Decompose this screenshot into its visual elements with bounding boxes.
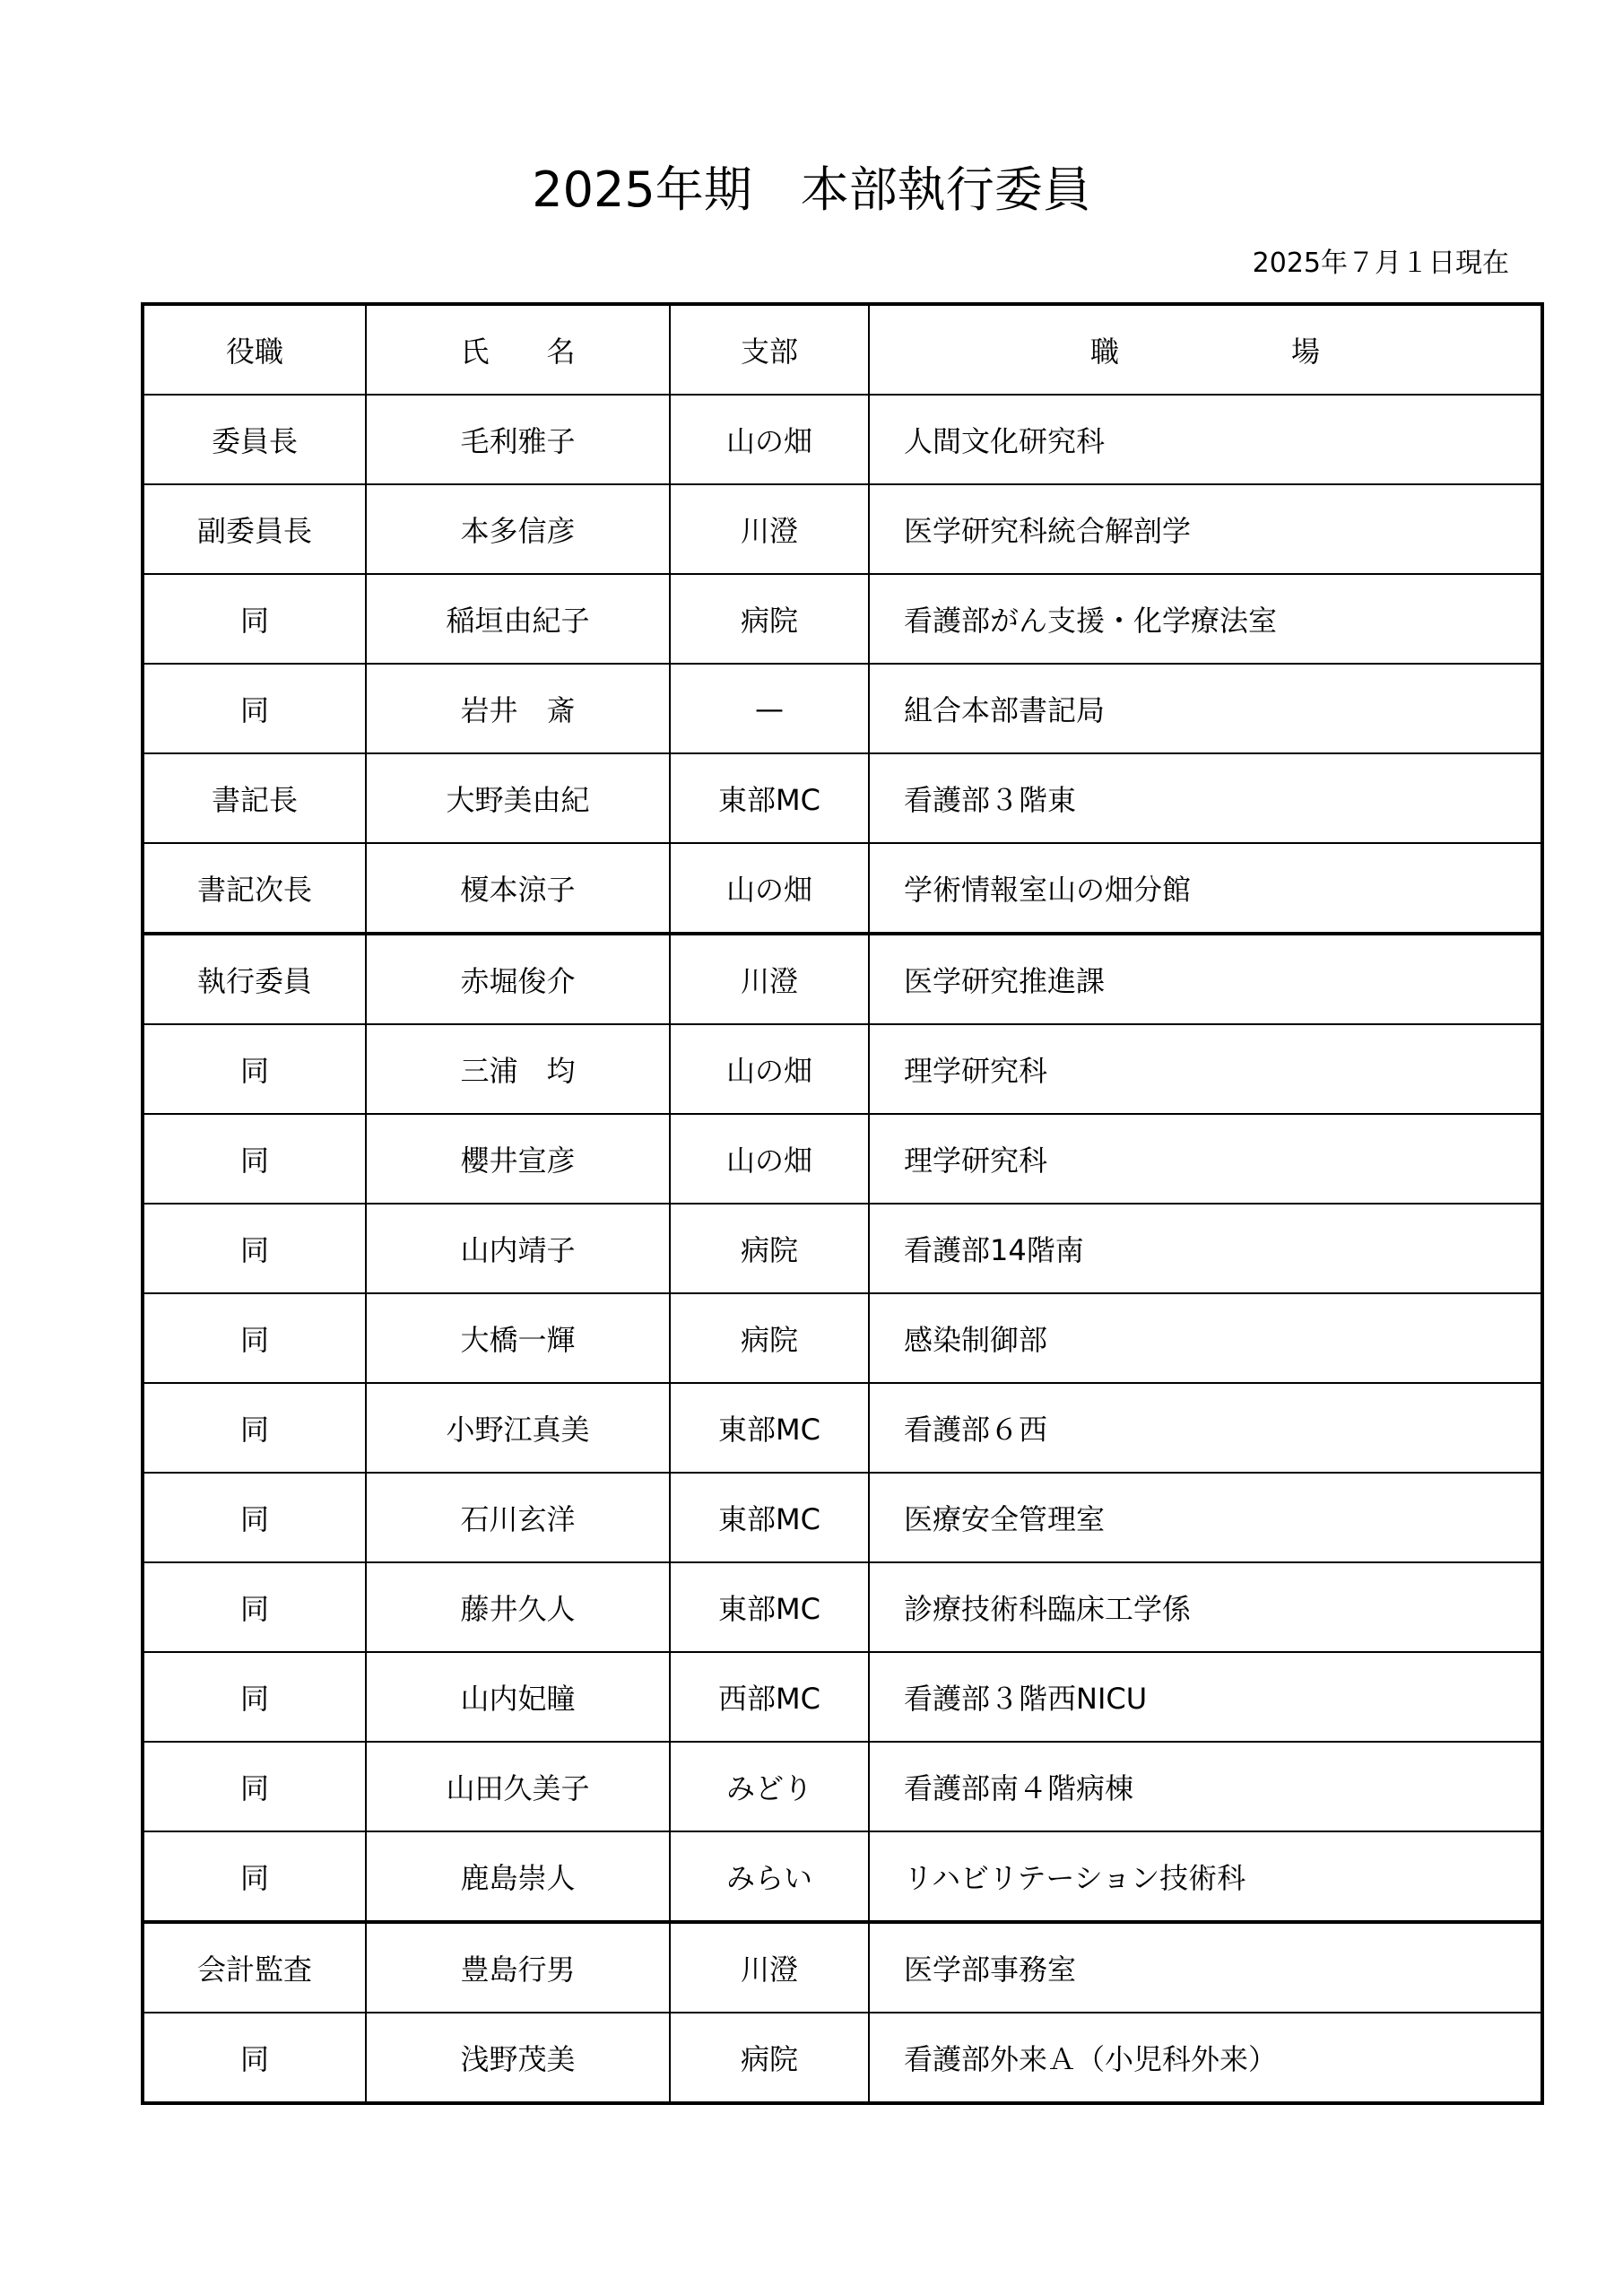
name-cell: 浅野茂美 xyxy=(366,2013,670,2103)
table-row xyxy=(143,934,1542,1024)
column-header-workplace: 職 場 xyxy=(869,304,1542,395)
table-row xyxy=(143,574,1542,664)
role-cell: 会計監査 xyxy=(143,1922,366,2013)
name-cell: 石川玄洋 xyxy=(366,1473,670,1562)
branch-cell: 病院 xyxy=(670,574,869,664)
role-cell: 委員長 xyxy=(143,395,366,484)
name-cell: 山内妃瞳 xyxy=(366,1652,670,1742)
workplace-cell: 感染制御部 xyxy=(869,1293,1542,1383)
role-cell: 同 xyxy=(143,1024,366,1114)
workplace-cell: 看護部３階東 xyxy=(869,753,1542,843)
workplace-cell: 看護部がん支援・化学療法室 xyxy=(869,574,1542,664)
role-cell: 同 xyxy=(143,2013,366,2103)
workplace-cell: 看護部３階西NICU xyxy=(869,1652,1542,1742)
name-cell: 小野江真美 xyxy=(366,1383,670,1473)
role-cell: 執行委員 xyxy=(143,934,366,1024)
branch-cell: 川澄 xyxy=(670,934,869,1024)
workplace-cell: 医学研究推進課 xyxy=(869,934,1542,1024)
workplace-cell: 人間文化研究科 xyxy=(869,395,1542,484)
table-row xyxy=(143,1922,1542,2013)
branch-cell: 山の畑 xyxy=(670,395,869,484)
workplace-cell: 看護部外来Ａ（小児科外来） xyxy=(869,2013,1542,2103)
name-cell: 櫻井宣彦 xyxy=(366,1114,670,1204)
role-cell: 同 xyxy=(143,1204,366,1293)
branch-cell: みどり xyxy=(670,1742,869,1831)
name-cell: 山田久美子 xyxy=(366,1742,670,1831)
table-row xyxy=(143,753,1542,843)
table-row xyxy=(143,1293,1542,1383)
table-row xyxy=(143,843,1542,934)
role-cell: 同 xyxy=(143,1473,366,1562)
workplace-cell: 看護部６西 xyxy=(869,1383,1542,1473)
name-cell: 本多信彦 xyxy=(366,484,670,574)
role-cell: 同 xyxy=(143,664,366,753)
name-cell: 赤堀俊介 xyxy=(366,934,670,1024)
name-cell: 豊島行男 xyxy=(366,1922,670,2013)
role-cell: 書記長 xyxy=(143,753,366,843)
name-cell: 榎本涼子 xyxy=(366,843,670,934)
role-cell: 同 xyxy=(143,1652,366,1742)
table-row xyxy=(143,1204,1542,1293)
branch-cell: 東部MC xyxy=(670,1473,869,1562)
table-row xyxy=(143,1473,1542,1562)
branch-cell: 山の畑 xyxy=(670,1114,869,1204)
as-of-date: 2025年７月１日現在 xyxy=(1252,248,1509,279)
branch-cell: 病院 xyxy=(670,2013,869,2103)
table-row xyxy=(143,1652,1542,1742)
header-row xyxy=(143,304,1542,395)
workplace-cell: 組合本部書記局 xyxy=(869,664,1542,753)
name-cell: 毛利雅子 xyxy=(366,395,670,484)
role-cell: 同 xyxy=(143,1293,366,1383)
table-row xyxy=(143,1831,1542,1922)
branch-cell: 川澄 xyxy=(670,484,869,574)
name-cell: 藤井久人 xyxy=(366,1562,670,1652)
workplace-cell: 理学研究科 xyxy=(869,1114,1542,1204)
workplace-cell: 医学部事務室 xyxy=(869,1922,1542,2013)
workplace-cell: 学術情報室山の畑分館 xyxy=(869,843,1542,934)
table-body xyxy=(143,395,1542,2103)
branch-cell: 山の畑 xyxy=(670,843,869,934)
workplace-cell: 理学研究科 xyxy=(869,1024,1542,1114)
table-row xyxy=(143,1114,1542,1204)
role-cell: 同 xyxy=(143,1831,366,1922)
branch-cell: 病院 xyxy=(670,1204,869,1293)
column-header-role: 役職 xyxy=(143,304,366,395)
role-cell: 副委員長 xyxy=(143,484,366,574)
branch-cell: みらい xyxy=(670,1831,869,1922)
name-cell: 大野美由紀 xyxy=(366,753,670,843)
column-header-name: 氏 名 xyxy=(366,304,670,395)
committee-roster-table xyxy=(141,302,1544,2105)
role-cell: 同 xyxy=(143,1742,366,1831)
branch-cell: 西部MC xyxy=(670,1652,869,1742)
branch-cell: 山の畑 xyxy=(670,1024,869,1114)
table-row xyxy=(143,664,1542,753)
role-cell: 同 xyxy=(143,1562,366,1652)
workplace-cell: 医療安全管理室 xyxy=(869,1473,1542,1562)
table-row xyxy=(143,1383,1542,1473)
table-row xyxy=(143,395,1542,484)
table-row xyxy=(143,2013,1542,2103)
name-cell: 山内靖子 xyxy=(366,1204,670,1293)
table-header xyxy=(143,304,1542,395)
workplace-cell: リハビリテーション技術科 xyxy=(869,1831,1542,1922)
branch-cell: 川澄 xyxy=(670,1922,869,2013)
column-header-branch: 支部 xyxy=(670,304,869,395)
branch-cell: 病院 xyxy=(670,1293,869,1383)
role-cell: 同 xyxy=(143,574,366,664)
table-row xyxy=(143,1024,1542,1114)
workplace-cell: 看護部南４階病棟 xyxy=(869,1742,1542,1831)
document-title: 2025年期 本部執行委員 xyxy=(532,161,1091,218)
table-row xyxy=(143,1742,1542,1831)
role-cell: 同 xyxy=(143,1383,366,1473)
table-row xyxy=(143,1562,1542,1652)
name-cell: 三浦 均 xyxy=(366,1024,670,1114)
name-cell: 大橋一輝 xyxy=(366,1293,670,1383)
branch-cell: — xyxy=(670,664,869,753)
role-cell: 同 xyxy=(143,1114,366,1204)
name-cell: 岩井 斎 xyxy=(366,664,670,753)
table-row xyxy=(143,484,1542,574)
branch-cell: 東部MC xyxy=(670,1383,869,1473)
workplace-cell: 診療技術科臨床工学係 xyxy=(869,1562,1542,1652)
name-cell: 稲垣由紀子 xyxy=(366,574,670,664)
workplace-cell: 医学研究科統合解剖学 xyxy=(869,484,1542,574)
branch-cell: 東部MC xyxy=(670,1562,869,1652)
name-cell: 鹿島崇人 xyxy=(366,1831,670,1922)
role-cell: 書記次長 xyxy=(143,843,366,934)
branch-cell: 東部MC xyxy=(670,753,869,843)
workplace-cell: 看護部14階南 xyxy=(869,1204,1542,1293)
